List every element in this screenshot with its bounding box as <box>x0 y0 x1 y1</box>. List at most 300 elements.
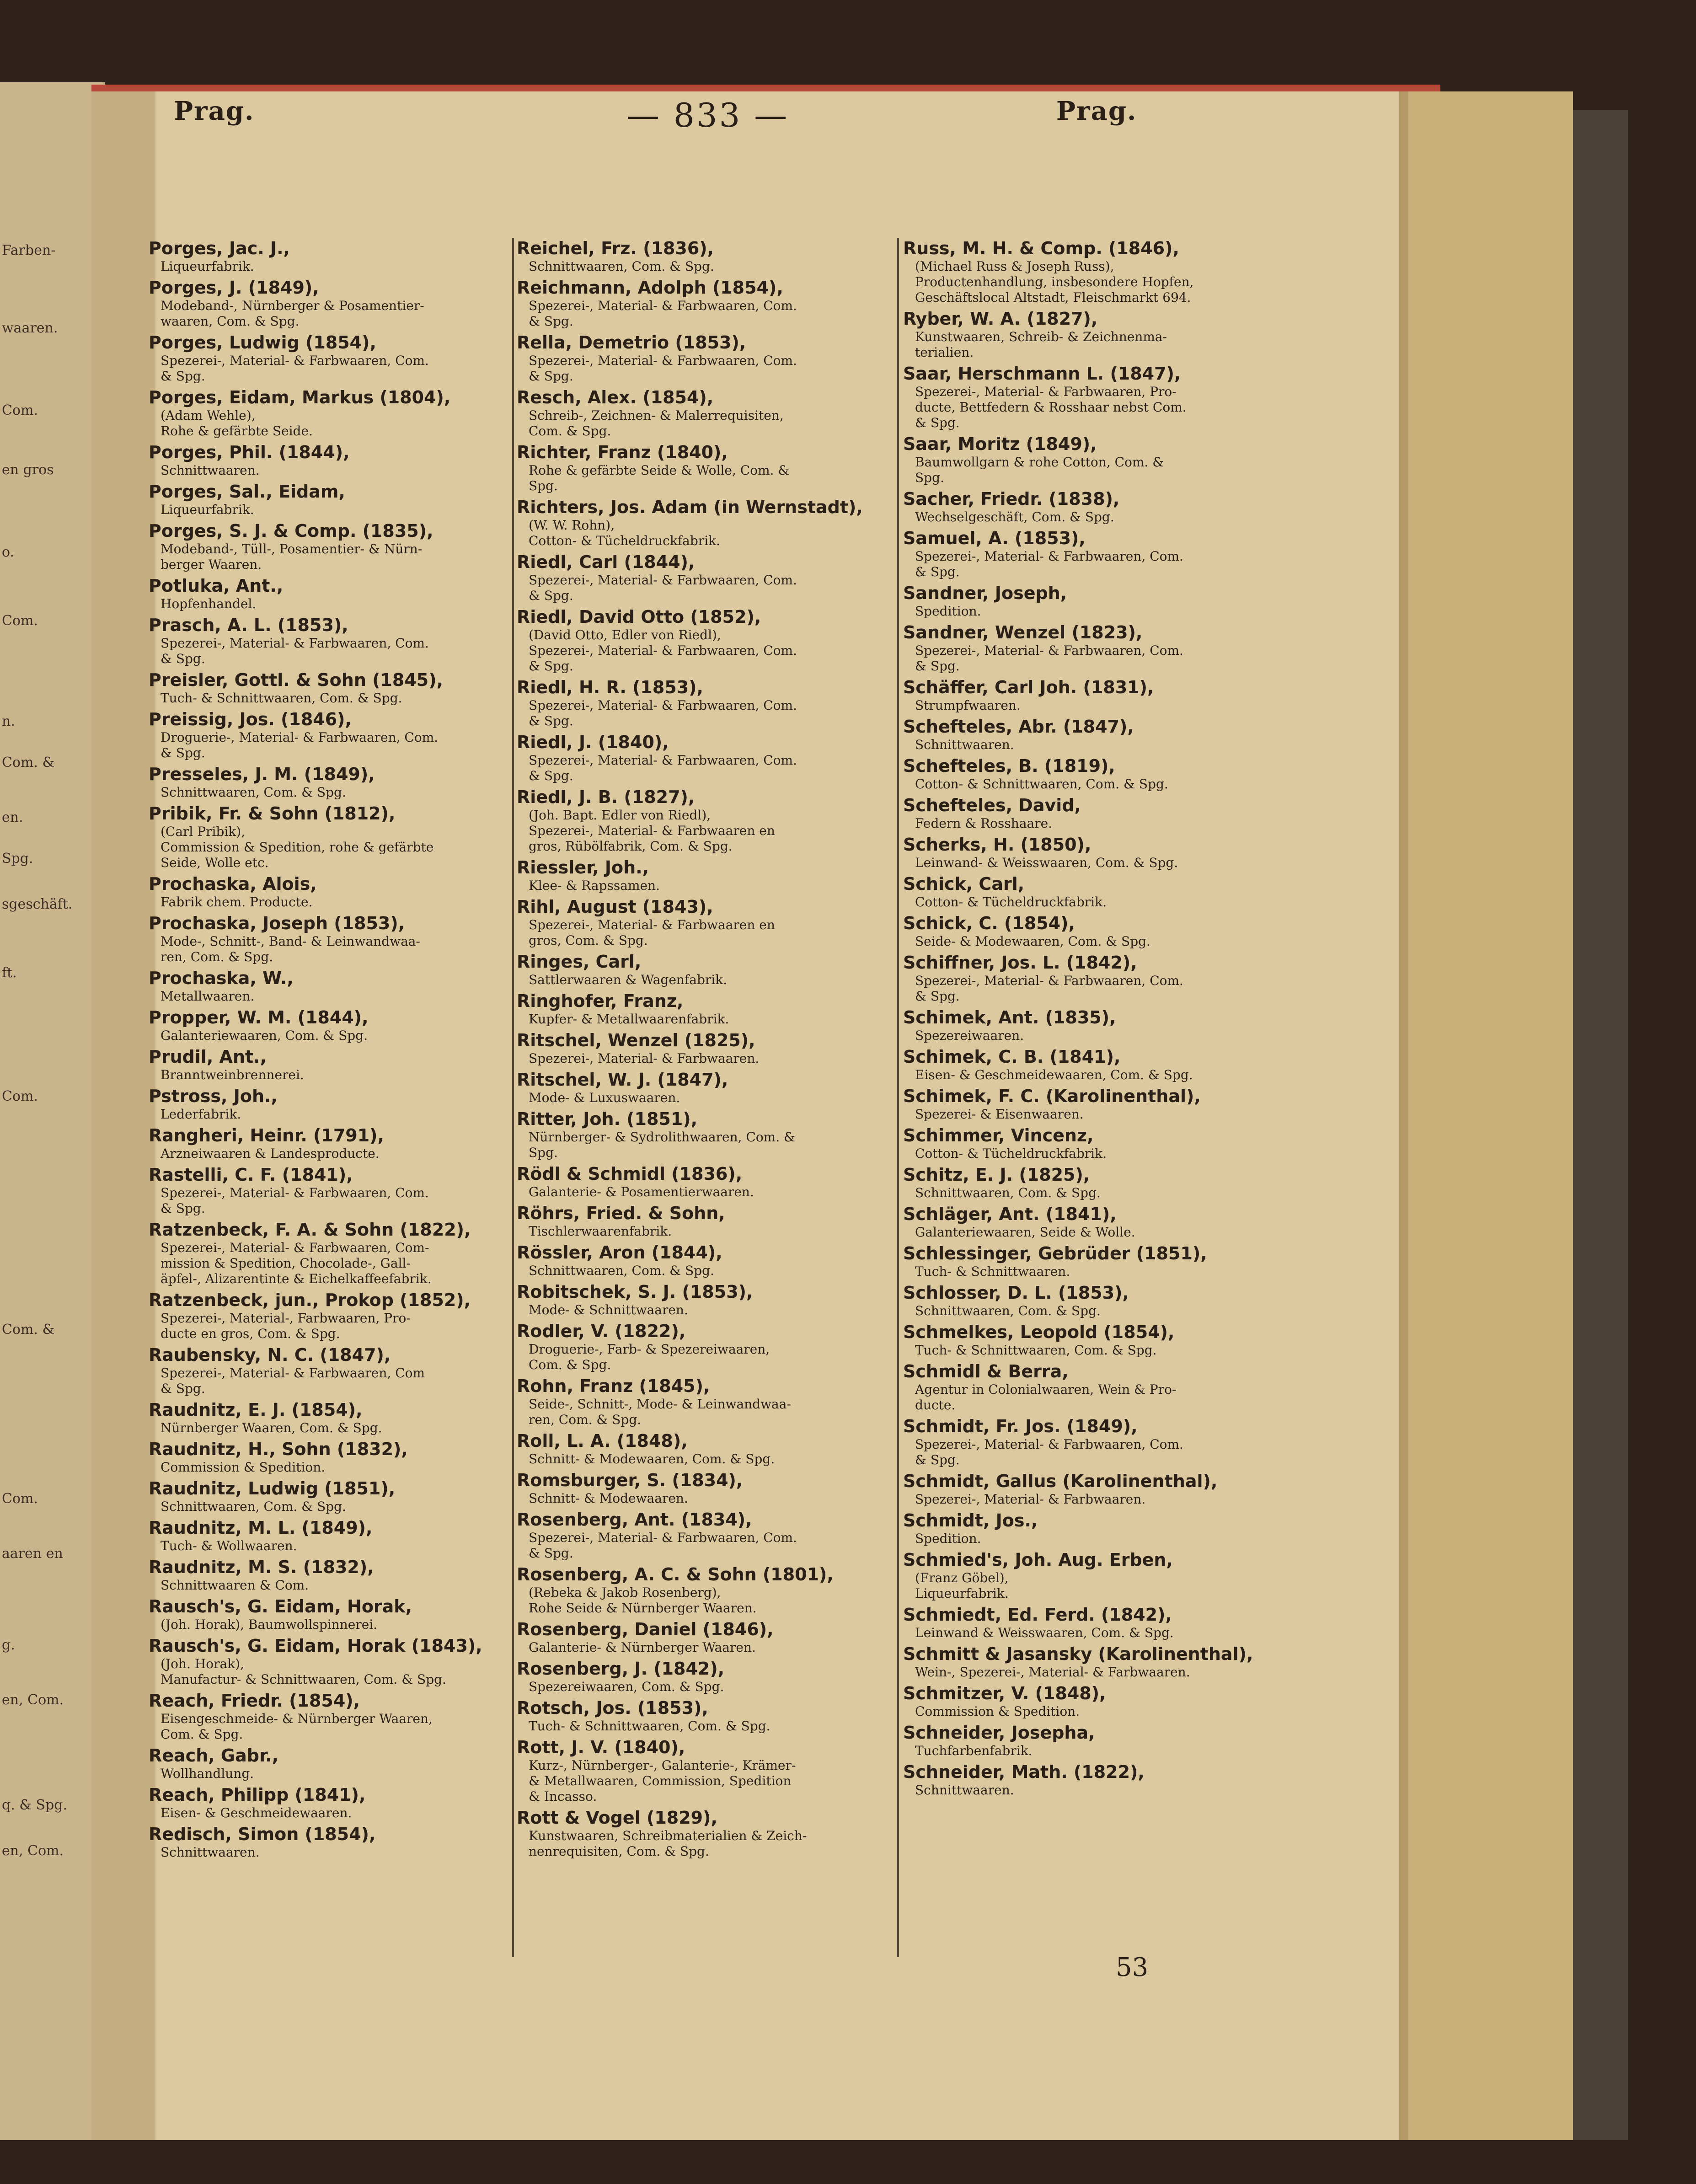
entry-description: Galanterie- & Posamentierwaaren. <box>529 1184 754 1199</box>
entry-description: Commission & Spedition. <box>915 1704 1080 1719</box>
entry-name: Rihl, August (1843), <box>517 897 713 917</box>
entry-description: Spezerei-, Material- & Farbwaaren en <box>529 917 775 932</box>
directory-entry <box>903 1164 1278 1201</box>
entry-name: Roll, L. A. (1848), <box>517 1431 688 1451</box>
directory-entry <box>903 1549 1278 1601</box>
directory-entry <box>903 1282 1278 1319</box>
entry-description: Spezerei-, Material- & Farbwaaren, Com. <box>529 753 797 768</box>
entry-name: Porges, Phil. (1844), <box>149 442 350 462</box>
left-edge-fragment: en. <box>2 809 23 825</box>
entry-name: Schefteles, B. (1819), <box>903 756 1115 776</box>
directory-entry <box>149 1344 524 1397</box>
entry-description: Leinwand & Weisswaaren, Com. & Spg. <box>915 1625 1174 1640</box>
directory-entry <box>903 952 1278 1004</box>
entry-name: Rosenberg, J. (1842), <box>517 1659 725 1679</box>
entry-name: Riedl, Carl (1844), <box>517 552 695 572</box>
entry-name: Schmidt, Fr. Jos. (1849), <box>903 1416 1138 1436</box>
entry-description: & Spg. <box>161 745 205 760</box>
entry-description: gros, Com. & Spg. <box>529 933 648 948</box>
directory-entry <box>903 1510 1278 1547</box>
directory-entry <box>517 1163 892 1200</box>
directory-entry <box>903 434 1278 486</box>
entry-description: (Carl Pribik), <box>161 824 246 839</box>
entry-description: Modeband-, Nürnberger & Posamentier- <box>161 298 424 313</box>
directory-entry <box>903 1471 1278 1507</box>
directory-entry <box>517 332 892 384</box>
left-edge-fragment: o. <box>2 544 15 560</box>
entry-description: Spezerei-, Material- & Farbwaaren, Com. <box>529 643 797 658</box>
directory-entry <box>903 1761 1278 1798</box>
entry-description: Productenhandlung, insbesondere Hopfen, <box>915 274 1194 289</box>
directory-column-1 <box>149 238 524 1863</box>
left-edge-fragment: ft. <box>2 965 17 981</box>
entry-description: Liqueurfabrik. <box>915 1586 1009 1601</box>
entry-name: Schäffer, Carl Joh. (1831), <box>903 677 1154 697</box>
entry-name: Ritschel, Wenzel (1825), <box>517 1030 755 1050</box>
entry-description: Spezerei-, Material- & Farbwaaren en <box>529 823 775 838</box>
directory-entry <box>517 442 892 494</box>
left-edge-fragment: Com. <box>2 613 38 629</box>
left-edge-fragment: g. <box>2 1637 15 1653</box>
entry-description: Hopfenhandel. <box>161 596 257 611</box>
entry-name: Ringhofer, Franz, <box>517 991 684 1011</box>
entry-description: Spezerei-, Material- & Farbwaaren, Com <box>161 1365 425 1381</box>
left-edge-fragment: Farben- <box>2 242 56 258</box>
directory-entry <box>517 1203 892 1239</box>
entry-description: Cotton- & Tücheldruckfabrik. <box>529 533 720 548</box>
entry-description: Wechselgeschäft, Com. & Spg. <box>915 509 1114 525</box>
entry-name: Rott, J. V. (1840), <box>517 1737 685 1757</box>
directory-entry <box>903 528 1278 580</box>
entry-description: Spezerei-, Material- & Farbwaaren, Com. <box>915 973 1183 988</box>
entry-name: Prochaska, Alois, <box>149 874 317 894</box>
directory-entry <box>903 834 1278 871</box>
entry-description: Eisen- & Geschmeidewaaren, Com. & Spg. <box>915 1067 1193 1082</box>
entry-description: & Spg. <box>529 713 573 728</box>
entry-description: (Franz Göbel), <box>915 1570 1009 1585</box>
entry-name: Rotsch, Jos. (1853), <box>517 1698 708 1718</box>
entry-description: terialien. <box>915 345 974 360</box>
entry-description: Rohe & gefärbte Seide. <box>161 423 313 439</box>
entry-description: Schnitt- & Modewaaren. <box>529 1491 688 1506</box>
directory-entry <box>517 551 892 604</box>
entry-description: Federn & Rosshaare. <box>915 816 1053 831</box>
directory-entry <box>517 1619 892 1655</box>
directory-entry <box>517 1030 892 1066</box>
left-edge-fragment: q. & Spg. <box>2 1797 68 1813</box>
directory-entry <box>517 1430 892 1467</box>
entry-name: Pribik, Fr. & Sohn (1812), <box>149 803 396 824</box>
entry-description: Schnittwaaren. <box>161 1845 260 1860</box>
left-edge-fragment: Spg. <box>2 851 33 867</box>
entry-name: Preisler, Gottl. & Sohn (1845), <box>149 670 444 690</box>
entry-name: Schmitt & Jasansky (Karolinenthal), <box>903 1644 1253 1664</box>
entry-description: (Joh. Horak), <box>161 1656 244 1671</box>
entry-name: Rastelli, C. F. (1841), <box>149 1165 353 1185</box>
entry-description: & Spg. <box>529 1546 573 1561</box>
entry-description: (Joh. Horak), Baumwollspinnerei. <box>161 1617 378 1632</box>
directory-entry <box>149 764 524 800</box>
entry-name: Russ, M. H. & Comp. (1846), <box>903 238 1179 258</box>
entry-name: Ringes, Carl, <box>517 952 642 972</box>
entry-name: Samuel, A. (1853), <box>903 528 1086 548</box>
entry-description: Spedition. <box>915 604 981 619</box>
entry-description: Wein-, Spezerei-, Material- & Farbwaaren. <box>915 1665 1190 1680</box>
entry-name: Schlessinger, Gebrüder (1851), <box>903 1243 1207 1263</box>
entry-description: Droguerie-, Material- & Farbwaaren, Com. <box>161 730 439 745</box>
entry-description: Sattlerwaaren & Wagenfabrik. <box>529 972 728 987</box>
directory-entry <box>149 615 524 667</box>
entry-description: Mode- & Luxuswaaren. <box>529 1090 680 1105</box>
entry-name: Richters, Jos. Adam (in Wernstadt), <box>517 497 863 517</box>
entry-description: Droguerie-, Farb- & Spezereiwaaren, <box>529 1342 770 1357</box>
entry-description: Arzneiwaaren & Landesproducte. <box>161 1146 380 1161</box>
entry-description: Liqueurfabrik. <box>161 259 254 274</box>
entry-name: Prochaska, Joseph (1853), <box>149 913 405 933</box>
entry-description: Schnittwaaren. <box>915 737 1014 752</box>
entry-description: Schnittwaaren, Com. & Spg. <box>161 1499 346 1514</box>
entry-description: ducte, Bettfedern & Rosshaar nebst Com. <box>915 400 1187 415</box>
directory-entry <box>149 1690 524 1742</box>
directory-entry <box>903 716 1278 753</box>
directory-entry <box>903 488 1278 525</box>
entry-description: & Spg. <box>161 1381 205 1396</box>
entry-name: Schimek, C. B. (1841), <box>903 1047 1121 1067</box>
entry-description: & Spg. <box>529 768 573 783</box>
page-number: — 833 — <box>626 96 789 134</box>
left-edge-fragment: en gros <box>2 462 54 478</box>
directory-entry <box>149 481 524 518</box>
entry-description: Spezerei-, Material- & Farbwaaren, Com. <box>161 636 429 651</box>
entry-name: Riedl, H. R. (1853), <box>517 677 703 697</box>
running-header-right: Prag. <box>1056 96 1137 126</box>
entry-name: Riedl, J. B. (1827), <box>517 787 695 807</box>
entry-description: (Adam Wehle), <box>161 408 256 423</box>
directory-entry <box>149 709 524 761</box>
directory-entry <box>149 1399 524 1436</box>
directory-entry <box>903 755 1278 792</box>
entry-description: Seide- & Modewaaren, Com. & Spg. <box>915 934 1150 949</box>
entry-description: Com. & Spg. <box>161 1727 243 1742</box>
entry-description: Kunstwaaren, Schreib- & Zeichnenma- <box>915 329 1167 344</box>
entry-description: ren, Com. & Spg. <box>529 1412 642 1427</box>
entry-name: Propper, W. M. (1844), <box>149 1007 369 1028</box>
entry-description: Schnittwaaren. <box>915 1783 1014 1798</box>
entry-name: Robitschek, S. J. (1853), <box>517 1282 753 1302</box>
directory-entry <box>903 795 1278 831</box>
entry-description: Tuch- & Schnittwaaren. <box>915 1264 1070 1279</box>
entry-description: Spezerei-, Material- & Farbwaaren, Com- <box>161 1240 429 1255</box>
directory-entry <box>517 1069 892 1106</box>
entry-name: Saar, Herschmann L. (1847), <box>903 364 1181 384</box>
entry-name: Rödl & Schmidl (1836), <box>517 1164 743 1184</box>
entry-description: Modeband-, Tüll-, Posamentier- & Nürn- <box>161 541 423 557</box>
left-edge-fragment: n. <box>2 713 15 729</box>
directory-entry <box>517 1321 892 1373</box>
entry-description: & Spg. <box>915 1452 960 1467</box>
entry-name: Schmidt, Jos., <box>903 1510 1038 1531</box>
directory-entry <box>149 1517 524 1554</box>
entry-description: Leinwand- & Weisswaaren, Com. & Spg. <box>915 855 1178 870</box>
entry-name: Potluka, Ant., <box>149 576 284 596</box>
directory-entry <box>903 1086 1278 1122</box>
directory-entry <box>517 238 892 274</box>
entry-description: Schreib-, Zeichnen- & Malerrequisiten, <box>529 408 784 423</box>
left-edge-fragment: en, Com. <box>2 1692 64 1708</box>
directory-entry <box>149 1046 524 1083</box>
directory-entry <box>517 1737 892 1804</box>
directory-entry <box>149 803 524 871</box>
entry-name: Schmidl & Berra, <box>903 1361 1069 1381</box>
entry-description: (Joh. Bapt. Edler von Riedl), <box>529 808 711 823</box>
entry-name: Presseles, J. M. (1849), <box>149 764 375 784</box>
entry-description: Mode-, Schnitt-, Band- & Leinwandwaa- <box>161 934 420 949</box>
entry-description: äpfel-, Alizarentinte & Eichelkaffeefabrik. <box>161 1271 432 1286</box>
directory-entry <box>149 1164 524 1216</box>
entry-description: waaren, Com. & Spg. <box>161 314 300 329</box>
directory-entry <box>517 497 892 549</box>
entry-description: & Spg. <box>161 369 205 384</box>
entry-description: Metallwaaren. <box>161 989 255 1004</box>
entry-description: gros, Rübölfabrik, Com. & Spg. <box>529 839 733 854</box>
entry-name: Riessler, Joh., <box>517 857 649 878</box>
directory-entry <box>903 583 1278 619</box>
entry-name: Schmidt, Gallus (Karolinenthal), <box>903 1471 1218 1491</box>
entry-name: Schimmer, Vincenz, <box>903 1125 1094 1146</box>
entry-name: Ratzenbeck, jun., Prokop (1852), <box>149 1290 471 1310</box>
entry-name: Ryber, W. A. (1827), <box>903 309 1098 329</box>
entry-name: Raudnitz, Ludwig (1851), <box>149 1478 396 1499</box>
directory-entry <box>903 308 1278 360</box>
directory-entry <box>903 1243 1278 1279</box>
directory-entry <box>517 1242 892 1279</box>
entry-name: Reach, Gabr., <box>149 1745 279 1766</box>
entry-description: Klee- & Rapssamen. <box>529 878 660 893</box>
entry-name: Schimek, F. C. (Karolinenthal), <box>903 1086 1201 1106</box>
entry-description: (W. W. Rohn), <box>529 518 615 533</box>
entry-description: Nürnberger- & Sydrolithwaaren, Com. & <box>529 1129 795 1145</box>
left-edge-fragment: Com. & <box>2 755 55 771</box>
entry-description: Schnittwaaren. <box>161 463 260 478</box>
entry-name: Saar, Moritz (1849), <box>903 434 1097 454</box>
entry-name: Raubensky, N. C. (1847), <box>149 1345 391 1365</box>
entry-name: Schick, Carl, <box>903 874 1025 894</box>
directory-entry <box>149 669 524 706</box>
entry-description: & Spg. <box>915 564 960 579</box>
entry-description: mission & Spedition, Chocolade-, Gall- <box>161 1256 411 1271</box>
entry-name: Schiffner, Jos. L. (1842), <box>903 953 1137 973</box>
directory-entry <box>149 1478 524 1515</box>
entry-name: Rella, Demetrio (1853), <box>517 332 746 353</box>
entry-name: Porges, Sal., Eidam, <box>149 482 345 502</box>
directory-entry <box>149 1007 524 1044</box>
entry-description: & Metallwaaren, Commission, Spedition <box>529 1773 792 1788</box>
directory-entry <box>517 387 892 439</box>
entry-description: Mode- & Schnittwaaren. <box>529 1302 688 1317</box>
directory-entry <box>517 732 892 784</box>
directory-entry <box>149 1824 524 1860</box>
entry-name: Porges, Ludwig (1854), <box>149 332 376 353</box>
directory-entry <box>517 1108 892 1161</box>
entry-description: Spezereiwaaren. <box>915 1028 1024 1043</box>
entry-description: Schnittwaaren, Com. & Spg. <box>529 259 714 274</box>
entry-name: Rangheri, Heinr. (1791), <box>149 1125 384 1146</box>
entry-description: Tuch- & Wollwaaren. <box>161 1538 297 1553</box>
entry-name: Schmiedt, Ed. Ferd. (1842), <box>903 1605 1172 1625</box>
directory-entry <box>149 1596 524 1633</box>
left-edge-fragment: Com. <box>2 1491 38 1507</box>
directory-entry <box>903 1604 1278 1641</box>
entry-name: Prasch, A. L. (1853), <box>149 615 348 635</box>
entry-description: Seide, Wolle etc. <box>161 855 269 870</box>
entry-name: Reichmann, Adolph (1854), <box>517 278 783 298</box>
entry-description: Spedition. <box>915 1531 981 1546</box>
directory-entry <box>903 1007 1278 1044</box>
entry-name: Raudnitz, H., Sohn (1832), <box>149 1439 408 1459</box>
entry-description: Rohe Seide & Nürnberger Waaren. <box>529 1601 757 1616</box>
directory-entry <box>149 913 524 965</box>
directory-entry <box>149 1219 524 1287</box>
directory-entry <box>903 913 1278 949</box>
directory-entry <box>517 857 892 894</box>
entry-description: Nürnberger Waaren, Com. & Spg. <box>161 1420 382 1435</box>
entry-description: Eisengeschmeide- & Nürnberger Waaren, <box>161 1711 433 1726</box>
entry-description: Cotton- & Tücheldruckfabrik. <box>915 894 1107 910</box>
entry-description: Com. & Spg. <box>529 1357 611 1372</box>
directory-entry <box>517 277 892 329</box>
entry-description: Spg. <box>529 1145 558 1160</box>
entry-description: & Incasso. <box>529 1789 597 1804</box>
entry-description: Schnittwaaren, Com. & Spg. <box>529 1263 714 1278</box>
directory-entry <box>149 968 524 1004</box>
entry-description: Kunstwaaren, Schreibmaterialien & Zeich- <box>529 1828 807 1843</box>
directory-entry <box>517 1281 892 1318</box>
entry-name: Schneider, Math. (1822), <box>903 1762 1145 1782</box>
entry-name: Resch, Alex. (1854), <box>517 387 714 407</box>
left-edge-fragment: waaren. <box>2 320 58 336</box>
entry-name: Raudnitz, M. L. (1849), <box>149 1518 373 1538</box>
left-edge-fragment: aaren en <box>2 1546 63 1562</box>
entry-description: & Spg. <box>915 658 960 674</box>
entry-description: & Spg. <box>529 314 573 329</box>
entry-description: Spezereiwaaren, Com. & Spg. <box>529 1679 724 1694</box>
entry-description: & Spg. <box>161 1201 205 1216</box>
entry-name: Rosenberg, Ant. (1834), <box>517 1510 752 1530</box>
directory-entry <box>149 387 524 439</box>
entry-description: Spezerei-, Material- & Farbwaaren, Com. <box>529 298 797 313</box>
entry-description: Spg. <box>915 470 944 485</box>
entry-name: Reichel, Frz. (1836), <box>517 238 714 258</box>
entry-name: Porges, J. (1849), <box>149 278 319 298</box>
directory-entry <box>903 1722 1278 1759</box>
entry-description: Tuch- & Schnittwaaren, Com. & Spg. <box>529 1718 770 1734</box>
directory-entry <box>149 277 524 329</box>
directory-entry <box>903 1361 1278 1413</box>
directory-entry <box>149 1125 524 1162</box>
entry-description: Manufactur- & Schnittwaaren, Com. & Spg. <box>161 1672 446 1687</box>
entry-description: Spezerei-, Material- & Farbwaaren, Com. <box>915 549 1183 564</box>
column-rule-2 <box>897 238 899 1957</box>
entry-name: Rössler, Aron (1844), <box>517 1242 722 1263</box>
entry-description: Spezerei-, Material- & Farbwaaren, Com. <box>529 1530 797 1545</box>
entry-name: Schneider, Josepha, <box>903 1723 1095 1743</box>
left-edge-fragment: Com. <box>2 1088 38 1104</box>
entry-name: Sandner, Wenzel (1823), <box>903 622 1143 642</box>
entry-name: Pstross, Joh., <box>149 1086 278 1106</box>
directory-entry <box>149 1745 524 1782</box>
directory-entry <box>903 873 1278 910</box>
entry-description: berger Waaren. <box>161 557 262 572</box>
directory-entry <box>149 332 524 384</box>
directory-entry <box>149 1635 524 1687</box>
entry-name: Schefteles, David, <box>903 795 1081 815</box>
entry-name: Raudnitz, E. J. (1854), <box>149 1400 363 1420</box>
entry-name: Ratzenbeck, F. A. & Sohn (1822), <box>149 1220 471 1240</box>
entry-description: & Spg. <box>529 369 573 384</box>
entry-description: ducte. <box>915 1397 956 1413</box>
entry-description: Spezerei-, Material- & Farbwaaren, Com. <box>529 698 797 713</box>
left-edge-fragment: Com. <box>2 402 38 418</box>
directory-entry <box>149 442 524 478</box>
entry-name: Sandner, Joseph, <box>903 583 1067 603</box>
entry-description: & Spg. <box>161 651 205 666</box>
entry-description: (Michael Russ & Joseph Russ), <box>915 259 1114 274</box>
entry-description: Schnittwaaren, Com. & Spg. <box>161 785 346 800</box>
directory-entry <box>903 1204 1278 1240</box>
entry-description: & Spg. <box>915 989 960 1004</box>
entry-name: Rosenberg, Daniel (1846), <box>517 1619 774 1639</box>
directory-entry <box>517 1564 892 1616</box>
entry-description: Galanteriewaaren, Seide & Wolle. <box>915 1225 1135 1240</box>
entry-name: Preissig, Jos. (1846), <box>149 709 352 729</box>
entry-description: Tuchfarbenfabrik. <box>915 1743 1033 1758</box>
entry-description: Agentur in Colonialwaaren, Wein & Pro- <box>915 1382 1177 1397</box>
directory-entry <box>149 1086 524 1122</box>
entry-description: Spezerei-, Material- & Farbwaaren. <box>529 1051 760 1066</box>
entry-name: Schitz, E. J. (1825), <box>903 1165 1090 1185</box>
entry-description: Tuch- & Schnittwaaren, Com. & Spg. <box>161 691 402 706</box>
printer-signature: 53 <box>1116 1953 1149 1982</box>
directory-column-3 <box>903 238 1278 1801</box>
entry-name: Rott & Vogel (1829), <box>517 1808 717 1828</box>
entry-description: Spezerei-, Material- & Farbwaaren, Com. <box>529 353 797 368</box>
entry-description: Galanteriewaaren, Com. & Spg. <box>161 1028 368 1043</box>
entry-name: Romsburger, S. (1834), <box>517 1470 743 1490</box>
entry-name: Rohn, Franz (1845), <box>517 1376 710 1396</box>
directory-entry <box>903 1046 1278 1083</box>
entry-description: & Spg. <box>529 588 573 603</box>
directory-entry <box>149 1784 524 1821</box>
entry-description: Spezerei-, Material- & Farbwaaren, Pro- <box>915 384 1177 399</box>
entry-description: ren, Com. & Spg. <box>161 949 273 964</box>
entry-name: Prochaska, W., <box>149 968 294 988</box>
entry-description: Strumpfwaaren. <box>915 698 1021 713</box>
entry-name: Reach, Philipp (1841), <box>149 1785 366 1805</box>
entry-description: Geschäftslocal Altstadt, Fleischmarkt 694. <box>915 290 1191 305</box>
entry-description: (Rebeka & Jakob Rosenberg), <box>529 1585 721 1600</box>
entry-name: Prudil, Ant., <box>149 1047 267 1067</box>
directory-entry <box>517 1697 892 1734</box>
entry-name: Richter, Franz (1840), <box>517 442 728 462</box>
entry-description: ducte en gros, Com. & Spg. <box>161 1326 340 1341</box>
entry-description: Kurz-, Nürnberger-, Galanterie-, Krämer- <box>529 1758 796 1773</box>
entry-name: Porges, Eidam, Markus (1804), <box>149 387 451 407</box>
entry-name: Rausch's, G. Eidam, Horak (1843), <box>149 1636 482 1656</box>
entry-description: Spezerei-, Material- & Farbwaaren, Com. <box>161 1185 429 1200</box>
left-edge-fragment: en, Com. <box>2 1843 64 1859</box>
directory-entry <box>517 990 892 1027</box>
directory-entry <box>517 951 892 988</box>
